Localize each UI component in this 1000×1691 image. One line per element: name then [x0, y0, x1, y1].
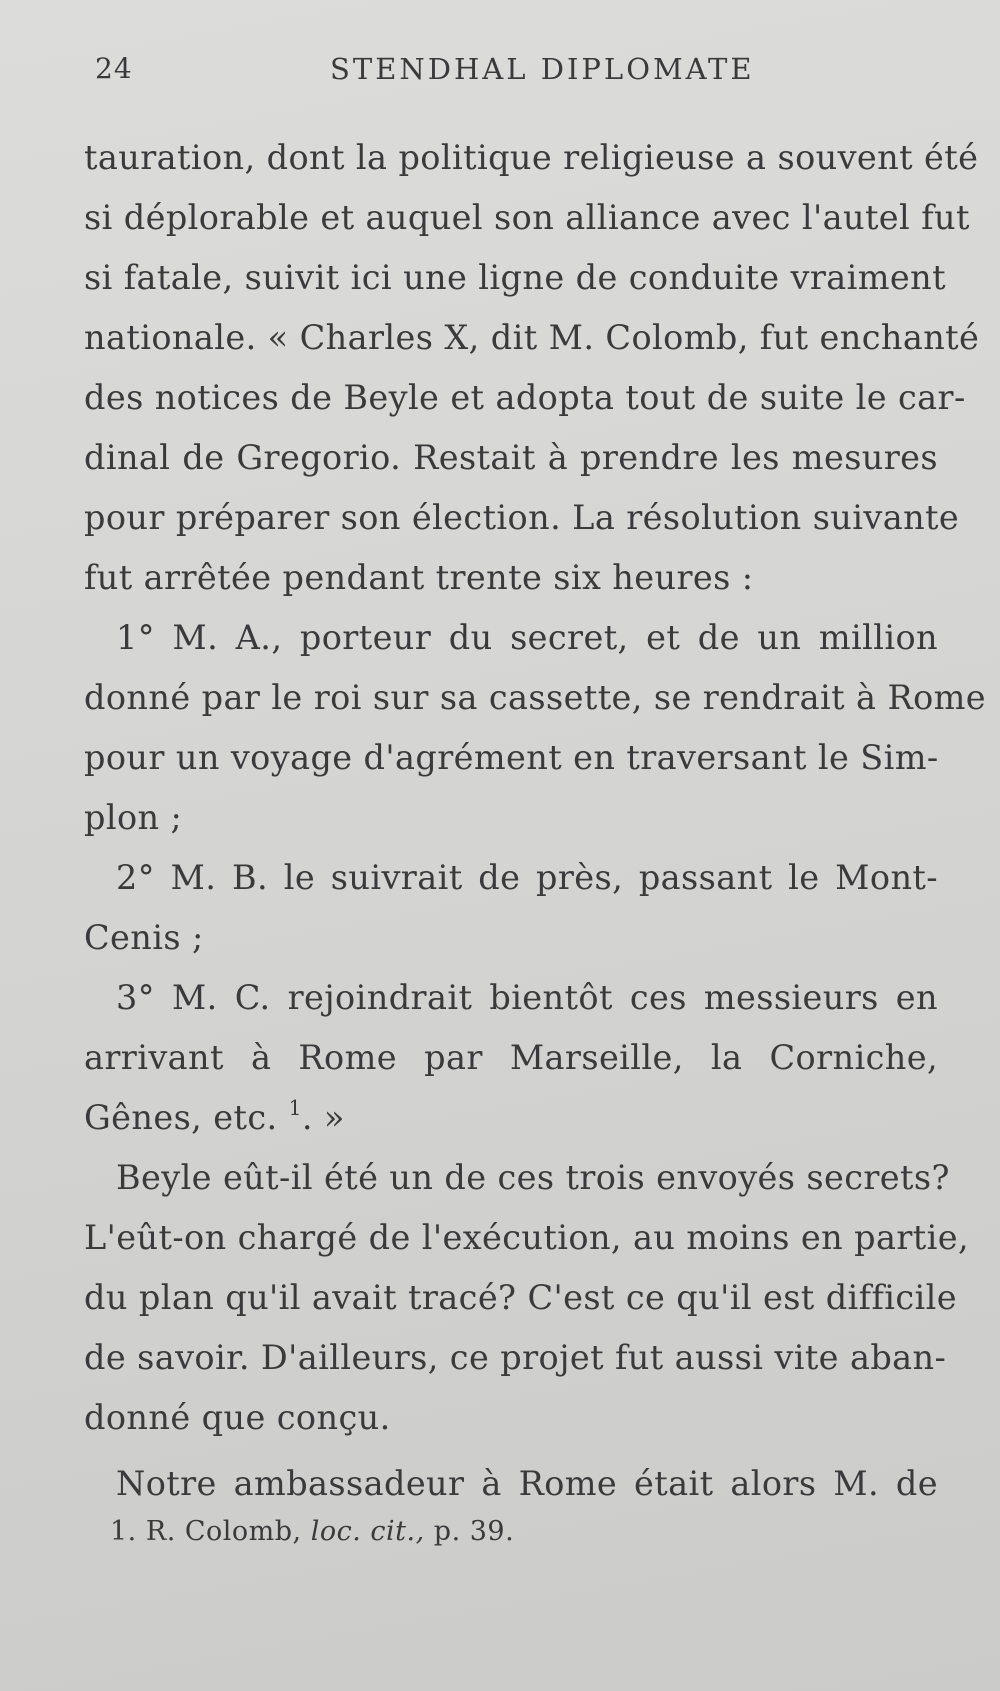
text-line: pour un voyage d'agrément en traversant le Sim- [84, 738, 939, 777]
footnote [110, 1516, 514, 1547]
text-line: fut arrêtée pendant trente six heures : [84, 558, 754, 597]
text-line: plon ; [84, 798, 183, 837]
page-header [95, 52, 905, 96]
text-line: dinal de Gregorio. Restait à prendre les mesures [84, 438, 938, 477]
text-line: si fatale, suivit ici une ligne de conduite vraiment [84, 258, 946, 297]
text-line: Cenis ; [84, 918, 204, 957]
text-line: donné par le roi sur sa cassette, se rendrait à Rome [84, 678, 987, 717]
page-number: 24 [95, 52, 133, 85]
body-text [84, 128, 987, 1514]
list-item-2: 2° M. B. le suivrait de près, passant le Mont- [116, 858, 938, 897]
text-line-content: Gênes, etc. [84, 1098, 278, 1137]
text-line: pour préparer son élection. La résolution suivante [84, 498, 960, 537]
paragraph-start: Notre ambassadeur à Rome était alors M. de [116, 1464, 938, 1503]
quote-close: . » [301, 1098, 345, 1137]
running-title: STENDHAL DIPLOMATE [330, 52, 755, 86]
text-line: nationale. « Charles X, dit M. Colomb, fut enchanté [84, 318, 980, 357]
text-line: L'eût-on chargé de l'exécution, au moins en partie, [84, 1218, 970, 1257]
text-line: des notices de Beyle et adopta tout de suite le car- [84, 378, 966, 417]
text-line: tauration, dont la politique religieuse a souvent été [84, 138, 979, 177]
text-line: si déplorable et auquel son alliance avec l'autel fut [84, 198, 970, 237]
footnote-reference[interactable]: 1 [288, 1095, 302, 1120]
text-line: du plan qu'il avait tracé? C'est ce qu'il est difficile [84, 1278, 957, 1317]
list-item-3: 3° M. C. rejoindrait bientôt ces messieurs en [116, 978, 938, 1017]
text-line: arrivant à Rome par Marseille, la Corniche, [84, 1038, 938, 1077]
footnote-author: R. Colomb, [145, 1516, 302, 1547]
text-line: donné que conçu. [84, 1398, 391, 1437]
text-line: de savoir. D'ailleurs, ce projet fut aussi vite aban- [84, 1338, 947, 1377]
list-item-1: 1° M. A., porteur du secret, et de un million [116, 618, 938, 657]
text-line [84, 1088, 938, 1148]
paragraph-start: Beyle eût-il été un de ces trois envoyés secrets? [116, 1158, 950, 1197]
footnote-page: p. 39. [433, 1516, 515, 1547]
footnote-number: 1. [110, 1516, 137, 1547]
footnote-loc-cit: loc. cit., [310, 1516, 425, 1547]
